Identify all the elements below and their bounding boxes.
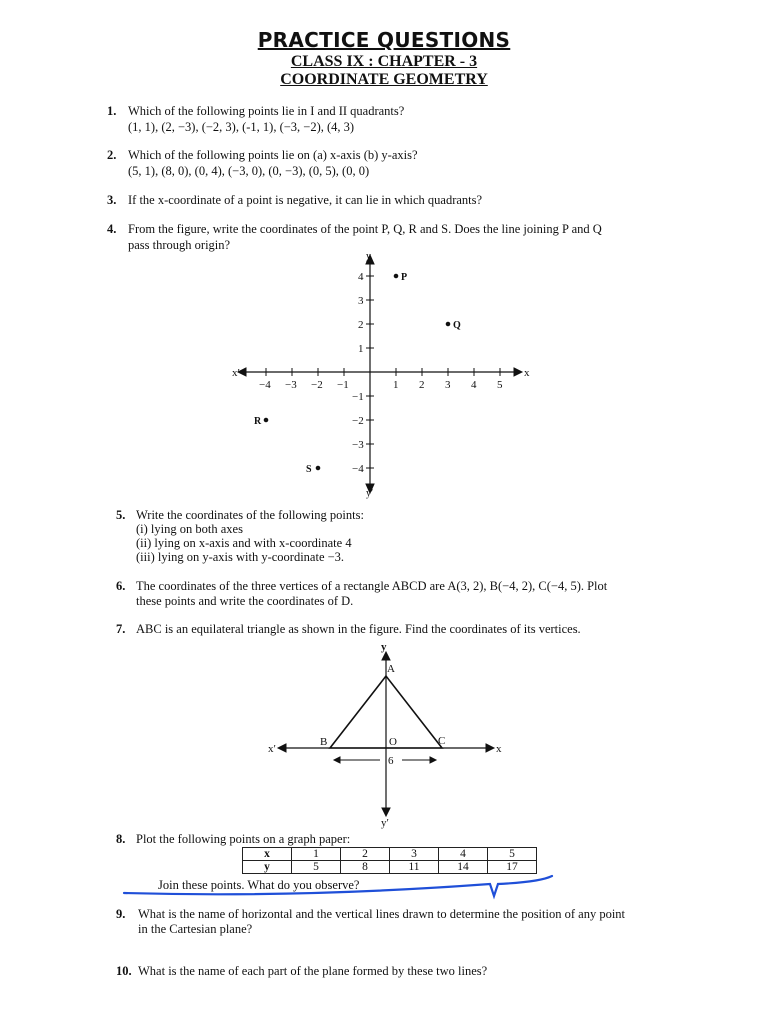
y-axis-neg-label: y′	[366, 488, 374, 499]
question-text: The coordinates of the three vertices of a rectangle ABCD are A(3, 2), B(−4, 2), C(−4, 5). Plot	[136, 579, 608, 593]
table-cell: y	[243, 861, 292, 874]
question-6	[116, 579, 716, 611]
origin-label: O	[389, 736, 397, 748]
x-tick-label: −2	[311, 379, 323, 391]
x-tick-label: −3	[285, 379, 297, 391]
question-points: (1, 1), (2, −3), (−2, 3), (-1, 1), (−3, −2), (4, 3)	[128, 120, 355, 134]
point-s-dot	[316, 466, 320, 470]
question-text: What is the name of horizontal and the vertical lines drawn to determine the position of any point	[138, 907, 626, 921]
point-s-label: S	[306, 464, 312, 475]
point-q-label: Q	[453, 320, 461, 331]
table-cell: 17	[488, 861, 537, 874]
table-cell: 5	[292, 861, 341, 874]
x-tick-label: 1	[393, 379, 399, 391]
question-text: If the x-coordinate of a point is negative, it can lie in which quadrants?	[128, 193, 483, 207]
y-tick-label: 1	[358, 343, 364, 355]
question-text: Which of the following points lie on (a) x-axis (b) y-axis?	[128, 148, 418, 162]
y-tick-label: −2	[352, 415, 364, 427]
page-title: PRACTICE QUESTIONS	[257, 28, 511, 52]
question-number: 10.	[116, 964, 132, 978]
table-row-y	[243, 861, 537, 874]
question-number: 9.	[116, 907, 126, 921]
y-tick-label: −4	[352, 463, 364, 475]
y-axis-label: y	[366, 251, 371, 262]
question-7	[116, 622, 716, 638]
question-number: 2.	[107, 148, 117, 162]
chapter-name-heading: COORDINATE GEOMETRY	[280, 71, 488, 88]
table-cell: 3	[390, 848, 439, 861]
vertex-b-label: B	[320, 736, 328, 748]
table-cell: 11	[390, 861, 439, 874]
y-tick-label: 4	[358, 271, 364, 283]
length-arrowhead-left	[334, 757, 340, 763]
table-cell: x	[243, 848, 292, 861]
question-text: Write the coordinates of the following points:	[136, 508, 364, 522]
table-cell: 4	[439, 848, 488, 861]
question-text: ABC is an equilateral triangle as shown in the figure. Find the coordinates of its vertices.	[136, 622, 581, 636]
side-length-label: 6	[388, 755, 394, 767]
x-tick-label: −1	[337, 379, 349, 391]
table-cell: 1	[292, 848, 341, 861]
x-tick-label: −4	[259, 379, 271, 391]
length-arrowhead-right	[430, 757, 436, 763]
question-5	[116, 508, 716, 570]
table-cell: 14	[439, 861, 488, 874]
question-number: 1.	[107, 104, 117, 118]
sub-question-i: (i) lying on both axes	[136, 522, 243, 536]
question-text: What is the name of each part of the plane formed by these two lines?	[138, 964, 488, 978]
question-text-continued: pass through origin?	[128, 238, 231, 252]
triangle-x-neg-arrow	[278, 744, 286, 752]
point-p-dot	[394, 274, 398, 278]
question-8-followup	[158, 878, 558, 894]
x-tick-label: 2	[419, 379, 425, 391]
y-tick-label: 2	[358, 319, 364, 331]
triangle-y-neg-label: y′	[381, 817, 389, 829]
vertex-c-label: C	[438, 735, 446, 747]
question-number: 4.	[107, 222, 117, 236]
y-tick-label: −1	[352, 391, 364, 403]
question-text: Which of the following points lie in I and II quadrants?	[128, 104, 405, 118]
class-chapter-heading: CLASS IX : CHAPTER - 3	[290, 53, 478, 70]
question-text: Plot the following points on a graph paper:	[136, 832, 351, 846]
x-axis-arrow	[514, 368, 522, 376]
question-text-continued: Join these points. What do you observe?	[158, 878, 360, 892]
x-axis-neg-label: x′	[232, 367, 240, 379]
question-text-continued: in the Cartesian plane?	[138, 922, 253, 936]
triangle-x-neg-label: x′	[268, 743, 276, 755]
vertex-a-label: A	[387, 663, 395, 675]
table-cell: 8	[341, 861, 390, 874]
triangle-y-label: y	[381, 641, 387, 653]
y-tick-label: 3	[358, 295, 364, 307]
table-cell: 2	[341, 848, 390, 861]
x-tick-label: 3	[445, 379, 451, 391]
question-9	[116, 907, 736, 939]
table-cell: 5	[488, 848, 537, 861]
x-tick-label: 4	[471, 379, 477, 391]
point-p-label: P	[401, 272, 408, 283]
question-number: 8.	[116, 832, 126, 846]
question-10	[116, 964, 716, 980]
question-number: 3.	[107, 193, 117, 207]
point-r-dot	[264, 418, 268, 422]
question-text: From the figure, write the coordinates of the point P, Q, R and S. Does the line joining P and Q	[128, 222, 602, 236]
point-q-dot	[446, 322, 450, 326]
point-r-label: R	[254, 416, 262, 427]
table-row-x	[243, 848, 537, 861]
x-axis-label: x	[524, 367, 530, 379]
points-table	[242, 847, 537, 874]
triangle-y-arrow	[382, 652, 390, 660]
x-tick-label: 5	[497, 379, 503, 391]
sub-question-iii: (iii) lying on y-axis with y-coordinate −3.	[136, 550, 345, 564]
question-text-continued: these points and write the coordinates of D.	[136, 594, 354, 608]
triangle-x-arrow	[486, 744, 494, 752]
sub-question-ii: (ii) lying on x-axis and with x-coordinate 4	[136, 536, 352, 550]
triangle-y-neg-arrow	[382, 808, 390, 816]
question-8	[116, 832, 716, 848]
triangle-x-label: x	[496, 743, 502, 755]
y-tick-label: −3	[352, 439, 364, 451]
question-number: 7.	[116, 622, 126, 636]
question-points: (5, 1), (8, 0), (0, 4), (−3, 0), (0, −3), (0, 5), (0, 0)	[128, 164, 370, 178]
question-number: 6.	[116, 579, 126, 593]
question-number: 5.	[116, 508, 126, 522]
